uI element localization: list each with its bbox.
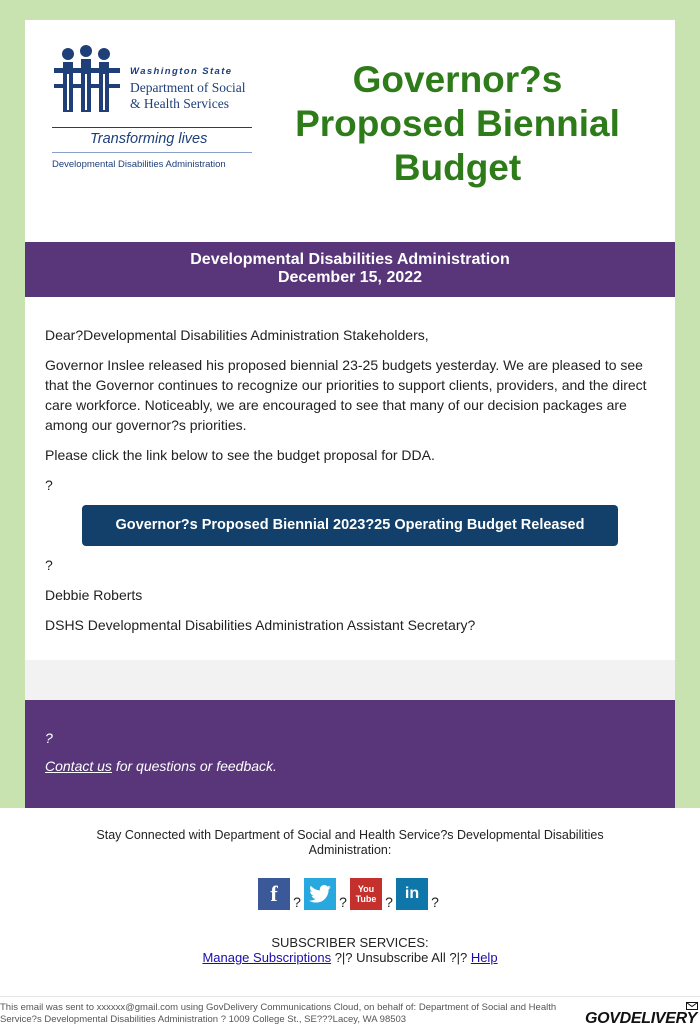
twitter-icon[interactable]	[304, 878, 336, 910]
logo-department: Department of Social & Health Services	[130, 80, 246, 111]
banner-title: Developmental Disabilities Administration	[190, 251, 510, 268]
placeholder-char: ?	[45, 477, 53, 493]
linkedin-icon[interactable]: in	[396, 878, 428, 910]
instruction-text: Please click the link below to see the budget proposal for DDA.	[45, 447, 435, 463]
logo-state: Washington State	[130, 66, 233, 77]
envelope-icon	[686, 1002, 698, 1010]
govdelivery-logo[interactable]: GOVDELIVERY	[585, 1010, 697, 1027]
banner-date: December 15, 2022	[277, 269, 423, 286]
fineprint: This email was sent to xxxxxx@gmail.com using GovDelivery Communications Cloud, on behalf of: Department of Social and Health Service?s Developmental Disabilities Administration ? 1009 College St., SE???Lacey, WA 98503	[0, 1002, 557, 1025]
email-body	[25, 297, 675, 635]
placeholder-char: ?	[45, 557, 53, 573]
link-separator: ?|?	[445, 950, 471, 965]
dshs-logo[interactable]	[52, 44, 256, 174]
logo-tagline: Transforming lives	[90, 131, 208, 147]
footer-divider	[0, 996, 700, 997]
placeholder-char: ?	[45, 730, 53, 746]
feedback-footer	[25, 700, 675, 808]
signer-title: DSHS Developmental Disabilities Administration Assistant Secretary?	[45, 617, 476, 633]
logo-admin-name: Developmental Disabilities Administration	[52, 159, 226, 170]
link-separator: ?|?	[331, 950, 357, 965]
social-separator: ?	[293, 894, 301, 910]
body-paragraph: Governor Inslee released his proposed biennial 23-25 budgets yesterday. We are pleased to see that the Governor continues to recognize our priorities to support clients, providers, and the direct care workforce. Noticeably, we are encouraged to see that many of our decision packages are among our governor?s priorities.	[45, 357, 647, 433]
help-link[interactable]: Help	[470, 950, 498, 965]
contact-rest-text: for questions or feedback.	[111, 758, 277, 774]
manage-subscriptions-link[interactable]: Manage Subscriptions	[202, 950, 332, 965]
youtube-icon[interactable]: You Tube	[350, 878, 382, 910]
facebook-icon[interactable]: f	[258, 878, 290, 910]
unsubscribe-all[interactable]: Unsubscribe All	[356, 950, 446, 965]
button-wrapper	[45, 505, 655, 546]
spacer-band	[25, 660, 675, 700]
social-separator: ?	[385, 894, 393, 910]
contact-us-link[interactable]: Contact us	[45, 758, 112, 774]
email-card	[25, 20, 675, 808]
subscriber-services	[0, 935, 700, 965]
greeting: Dear?Developmental Disabilities Administration Stakeholders,	[45, 327, 429, 343]
subscriber-title: SUBSCRIBER SERVICES:	[271, 935, 429, 950]
logo-divider	[52, 127, 252, 128]
people-logo-icon	[52, 44, 126, 116]
headline: Governor?s Proposed Biennial Budget	[295, 59, 620, 188]
subscriber-links	[0, 950, 700, 965]
social-separator: ?	[339, 894, 347, 910]
social-separator: ?	[431, 894, 439, 910]
signer-name: Debbie Roberts	[45, 587, 143, 603]
email-header	[25, 20, 675, 242]
banner	[25, 242, 675, 297]
contact-line	[45, 758, 277, 774]
logo-divider-lower	[52, 152, 252, 153]
budget-link-button[interactable]: Governor?s Proposed Biennial 2023?25 Operating Budget Released	[82, 505, 618, 546]
stay-connected-text: Stay Connected with Department of Social and Health Service?s Developmental Disabilities Administration:	[96, 828, 604, 857]
social-links	[0, 878, 700, 910]
